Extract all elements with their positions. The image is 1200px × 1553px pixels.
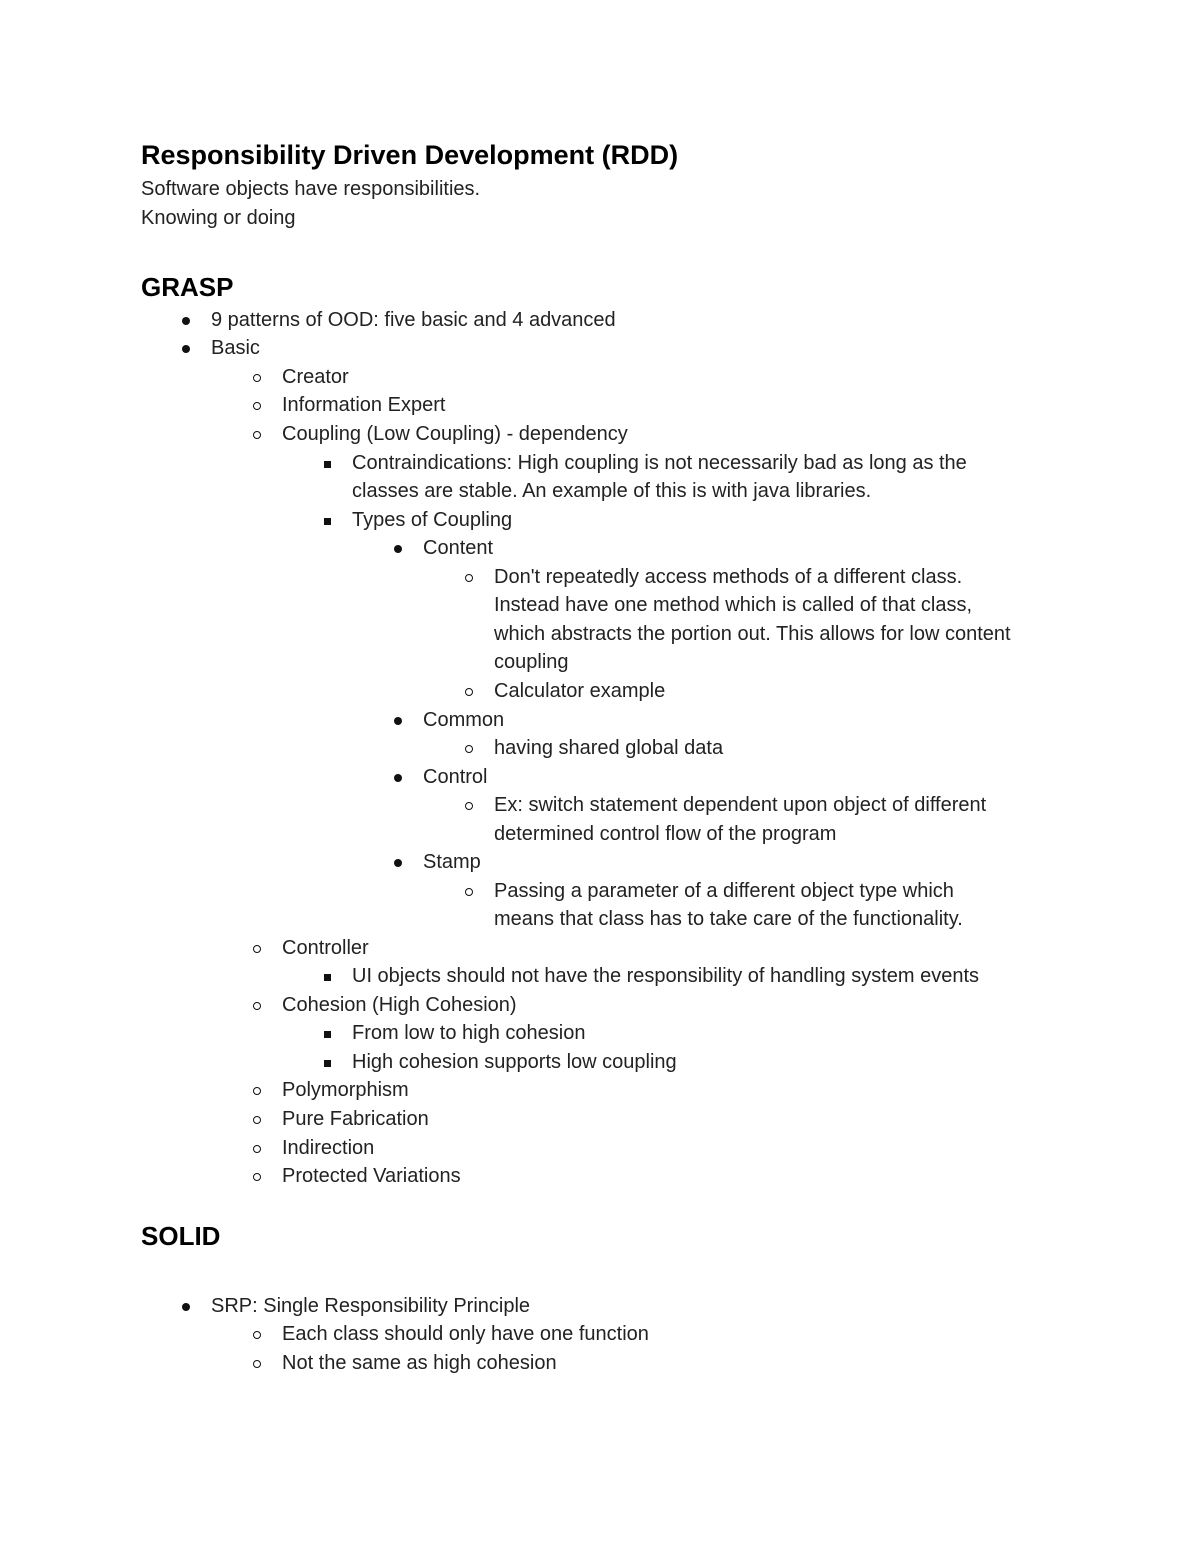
list-item-continuation: [352, 477, 871, 506]
list-item: [282, 1349, 557, 1378]
circle-bullet-icon: [250, 934, 264, 962]
list-item-text: Don't repeatedly access methods of a different class.: [494, 566, 963, 588]
list-item: [494, 877, 954, 906]
list-item: [282, 934, 369, 963]
list-item: [282, 1134, 374, 1163]
square-bullet-icon: [320, 1019, 334, 1047]
disc-bullet-icon: [391, 706, 405, 734]
list-item: [282, 991, 517, 1020]
circle-bullet-icon: [250, 1105, 264, 1133]
circle-bullet-icon: [462, 677, 476, 705]
list-item-text: Instead have one method which is called of that class,: [494, 594, 973, 616]
list-item-continuation: [494, 620, 1011, 649]
disc-bullet-icon: [391, 848, 405, 876]
list-item: [494, 563, 962, 592]
circle-bullet-icon: [462, 734, 476, 762]
list-item-continuation: [494, 591, 972, 620]
intro-line-2: Knowing or doing: [141, 207, 296, 229]
list-item: [282, 363, 349, 392]
list-item: [282, 1076, 409, 1105]
circle-bullet-icon: [250, 1076, 264, 1104]
circle-bullet-icon: [462, 877, 476, 905]
list-item: [282, 420, 628, 449]
list-item: [211, 306, 616, 335]
list-item-text: Indirection: [282, 1137, 375, 1159]
square-bullet-icon: [320, 506, 334, 534]
list-item-continuation: [494, 648, 569, 677]
circle-bullet-icon: [250, 1320, 264, 1348]
list-item-text: determined control flow of the program: [494, 823, 837, 845]
circle-bullet-icon: [250, 1162, 264, 1190]
list-item-text: Content: [423, 537, 494, 559]
circle-bullet-icon: [250, 991, 264, 1019]
list-item-text: Types of Coupling: [352, 509, 513, 531]
circle-bullet-icon: [250, 363, 264, 391]
disc-bullet-icon: [179, 334, 193, 362]
list-item-text: Stamp: [423, 851, 481, 873]
list-item: [282, 1320, 649, 1349]
list-item-text: Controller: [282, 937, 369, 959]
list-item-text: which abstracts the portion out. This allows for low content: [494, 623, 1011, 645]
circle-bullet-icon: [250, 391, 264, 419]
circle-bullet-icon: [250, 420, 264, 448]
list-item-text: SRP: Single Responsibility Principle: [211, 1295, 531, 1317]
list-item-text: means that class has to take care of the functionality.: [494, 908, 963, 930]
list-item: [352, 962, 979, 991]
list-item: [352, 1019, 585, 1048]
list-item: [352, 506, 512, 535]
list-item: [494, 791, 986, 820]
list-item-text: Coupling (Low Coupling) - dependency: [282, 423, 628, 445]
disc-bullet-icon: [391, 763, 405, 791]
list-item-continuation: [494, 820, 836, 849]
list-item-text: Each class should only have one function: [282, 1323, 649, 1345]
list-item-text: From low to high cohesion: [352, 1022, 586, 1044]
list-item-text: Cohesion (High Cohesion): [282, 994, 517, 1016]
list-item: [423, 706, 504, 735]
list-item-text: Contraindications: High coupling is not necessarily bad as long as the: [352, 452, 967, 474]
list-item: [282, 1105, 429, 1134]
list-item-text: Basic: [211, 337, 260, 359]
list-item: [211, 1292, 530, 1321]
list-item-text: Common: [423, 709, 505, 731]
list-item-text: classes are stable. An example of this is with java libraries.: [352, 480, 872, 502]
list-item-text: Pure Fabrication: [282, 1108, 429, 1130]
list-item-text: Control: [423, 766, 488, 788]
disc-bullet-icon: [179, 1292, 193, 1320]
list-item: [352, 1048, 677, 1077]
list-item: [494, 734, 723, 763]
list-item-text: Polymorphism: [282, 1079, 409, 1101]
list-item-text: Calculator example: [494, 680, 666, 702]
list-item-text: Ex: switch statement dependent upon object of different: [494, 794, 987, 816]
list-item-continuation: [494, 905, 963, 934]
disc-bullet-icon: [391, 534, 405, 562]
list-item-text: coupling: [494, 651, 569, 673]
list-item-text: 9 patterns of OOD: five basic and 4 advanced: [211, 309, 616, 331]
circle-bullet-icon: [250, 1349, 264, 1377]
list-item: [423, 534, 493, 563]
square-bullet-icon: [320, 449, 334, 477]
intro-line-1: Software objects have responsibilities.: [141, 178, 481, 200]
list-item-text: having shared global data: [494, 737, 724, 759]
list-item-text: UI objects should not have the responsibility of handling system events: [352, 965, 980, 987]
list-item-text: Not the same as high cohesion: [282, 1352, 557, 1374]
square-bullet-icon: [320, 962, 334, 990]
circle-bullet-icon: [462, 791, 476, 819]
circle-bullet-icon: [250, 1134, 264, 1162]
list-item-text: Information Expert: [282, 394, 446, 416]
circle-bullet-icon: [462, 563, 476, 591]
list-item-text: High cohesion supports low coupling: [352, 1051, 677, 1073]
list-item: [282, 1162, 461, 1191]
solid-heading: SOLID: [141, 1221, 221, 1251]
square-bullet-icon: [320, 1048, 334, 1076]
list-item: [423, 763, 487, 792]
list-item-text: Passing a parameter of a different object type which: [494, 880, 954, 902]
list-item-text: Protected Variations: [282, 1165, 461, 1187]
grasp-heading: GRASP: [141, 272, 234, 302]
list-item: [352, 449, 967, 478]
list-item: [282, 391, 445, 420]
list-item-text: Creator: [282, 366, 349, 388]
list-item: [423, 848, 481, 877]
disc-bullet-icon: [179, 306, 193, 334]
page-title: Responsibility Driven Development (RDD): [141, 140, 679, 170]
list-item: [494, 677, 665, 706]
list-item: [211, 334, 260, 363]
